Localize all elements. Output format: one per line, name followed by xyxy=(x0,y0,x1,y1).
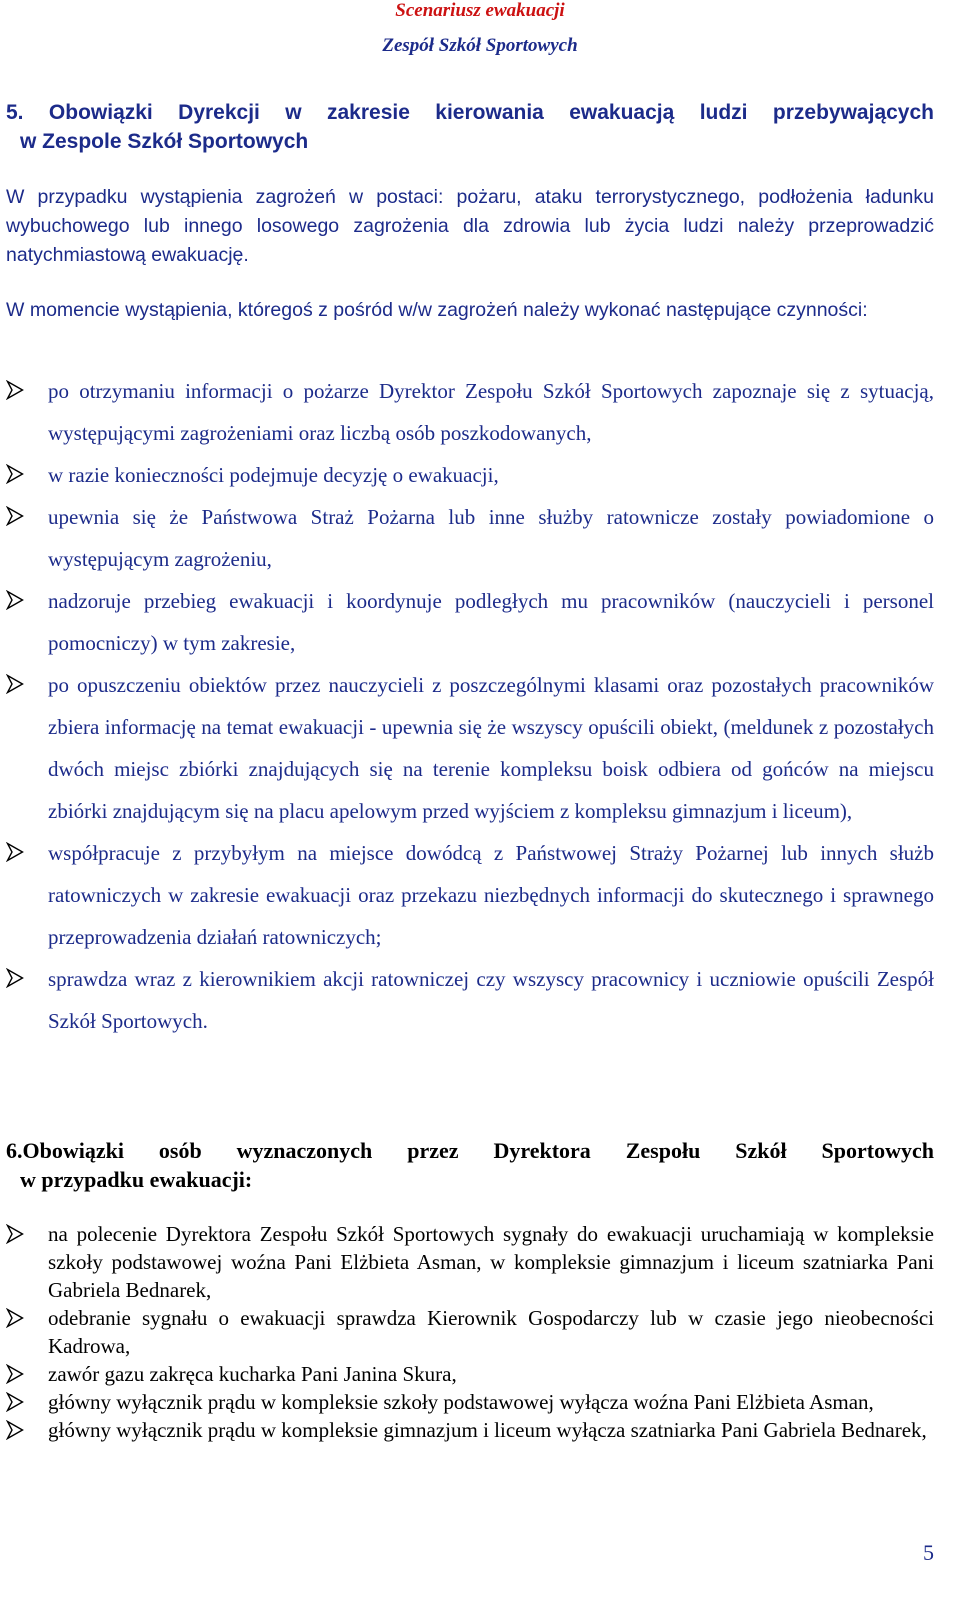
arrow-bullet-icon xyxy=(6,1420,26,1440)
list-item-text: po opuszczeniu obiektów przez nauczycieli z poszczególnymi klasami oraz pozostałych pracowników zbiera informację na temat ewakuacji - upewnia się że wszyscy opuścili obiekt, (meldunek z pozostałych dwóch miejsc zbiórki znajdujących się na terenie kompleksu boisk odbiera od gońców na miejscu zbiórki znajdującym się na placu apelowym przed wyjściem z kompleksu gimnazjum i liceum), xyxy=(48,673,934,823)
list-item xyxy=(0,1416,960,1444)
list-item xyxy=(0,664,960,832)
list-item xyxy=(0,1304,960,1360)
arrow-bullet-icon xyxy=(6,674,26,694)
section6-title: 6.Obowiązki osób wyznaczonych przez Dyrektora Zespołu Szkół Sportowych xyxy=(6,1138,934,1163)
arrow-bullet-icon xyxy=(6,464,26,484)
list-item-text: odebranie sygnału o ewakuacji sprawdza Kierownik Gospodarczy lub w czasie jego nieobecności Kadrowa, xyxy=(48,1306,934,1358)
list-item-text: po otrzymaniu informacji o pożarze Dyrektor Zespołu Szkół Sportowych zapoznaje się z sytuacją, występującymi zagrożeniami oraz liczbą osób poszkodowanych, xyxy=(48,379,934,445)
list-item xyxy=(0,496,960,580)
list-item-text: w razie konieczności podejmuje decyzję o ewakuacji, xyxy=(48,463,499,487)
page-number: 5 xyxy=(923,1540,934,1565)
arrow-bullet-icon xyxy=(6,968,26,988)
list-item-text: współpracuje z przybyłym na miejsce dowódcą z Państwowej Straży Pożarnej lub innych służb ratowniczych w zakresie ewakuacji oraz przekazu niezbędnych informacji do skutecznego i sprawnego przeprowadzenia działań ratowniczych; xyxy=(48,841,934,949)
arrow-bullet-icon xyxy=(6,1224,26,1244)
list-item xyxy=(0,1388,960,1416)
section6-list xyxy=(0,1220,960,1444)
list-item-text: sprawdza wraz z kierownikiem akcji ratowniczej czy wszyscy pracownicy i uczniowie opuścili Zespół Szkół Sportowych. xyxy=(48,967,934,1033)
header-subtitle: Zespół Szkół Sportowych xyxy=(382,35,578,56)
arrow-bullet-icon xyxy=(6,1392,26,1412)
list-item-text: nadzoruje przebieg ewakuacji i koordynuje podległych mu pracowników (nauczycieli i personel pomocniczy) w tym zakresie, xyxy=(48,589,934,655)
list-item xyxy=(0,958,960,1042)
arrow-bullet-icon xyxy=(6,380,26,400)
list-item-text: główny wyłącznik prądu w kompleksie szkoły podstawowej wyłącza woźna Pani Elżbieta Asman, xyxy=(48,1390,874,1414)
list-item xyxy=(0,1360,960,1388)
section5-title: 5. Obowiązki Dyrekcji w zakresie kierowania ewakuacją ludzi przebywających xyxy=(6,101,934,124)
list-item xyxy=(0,454,960,496)
list-item xyxy=(0,1220,960,1304)
section5-paragraph-1: W przypadku wystąpienia zagrożeń w postaci: pożaru, ataku terrorystycznego, podłożenia ładunku wybuchowego lub innego losowego zagrożenia dla zdrowia lub życia ludzi należy przeprowadzić natychmiastową ewakuację. xyxy=(6,186,934,266)
list-item-text: zawór gazu zakręca kucharka Pani Janina Skura, xyxy=(48,1362,457,1386)
arrow-bullet-icon xyxy=(6,842,26,862)
list-item xyxy=(0,832,960,958)
arrow-bullet-icon xyxy=(6,506,26,526)
list-item xyxy=(0,370,960,454)
section5-title-continued: w Zespole Szkół Sportowych xyxy=(20,130,309,153)
list-item-text: upewnia się że Państwowa Straż Pożarna lub inne służby ratownicze zostały powiadomione o występującym zagrożeniu, xyxy=(48,505,934,571)
arrow-bullet-icon xyxy=(6,590,26,610)
list-item xyxy=(0,580,960,664)
section6-title-continued: w przypadku ewakuacji: xyxy=(20,1167,253,1192)
list-item-text: na polecenie Dyrektora Zespołu Szkół Sportowych sygnały do ewakuacji uruchamiają w kompleksie szkoły podstawowej woźna Pani Elżbieta Asman, w kompleksie gimnazjum i liceum szatniarka Pani Gabriela Bednarek, xyxy=(48,1222,934,1302)
section5-list xyxy=(0,370,960,1042)
arrow-bullet-icon xyxy=(6,1364,26,1384)
arrow-bullet-icon xyxy=(6,1308,26,1328)
header-title: Scenariusz ewakuacji xyxy=(395,0,565,21)
list-item-text: główny wyłącznik prądu w kompleksie gimnazjum i liceum wyłącza szatniarka Pani Gabriela Bednarek, xyxy=(48,1418,927,1442)
section5-paragraph-2: W momencie wystąpienia, któregoś z pośród w/w zagrożeń należy wykonać następujące czynności: xyxy=(6,299,868,321)
